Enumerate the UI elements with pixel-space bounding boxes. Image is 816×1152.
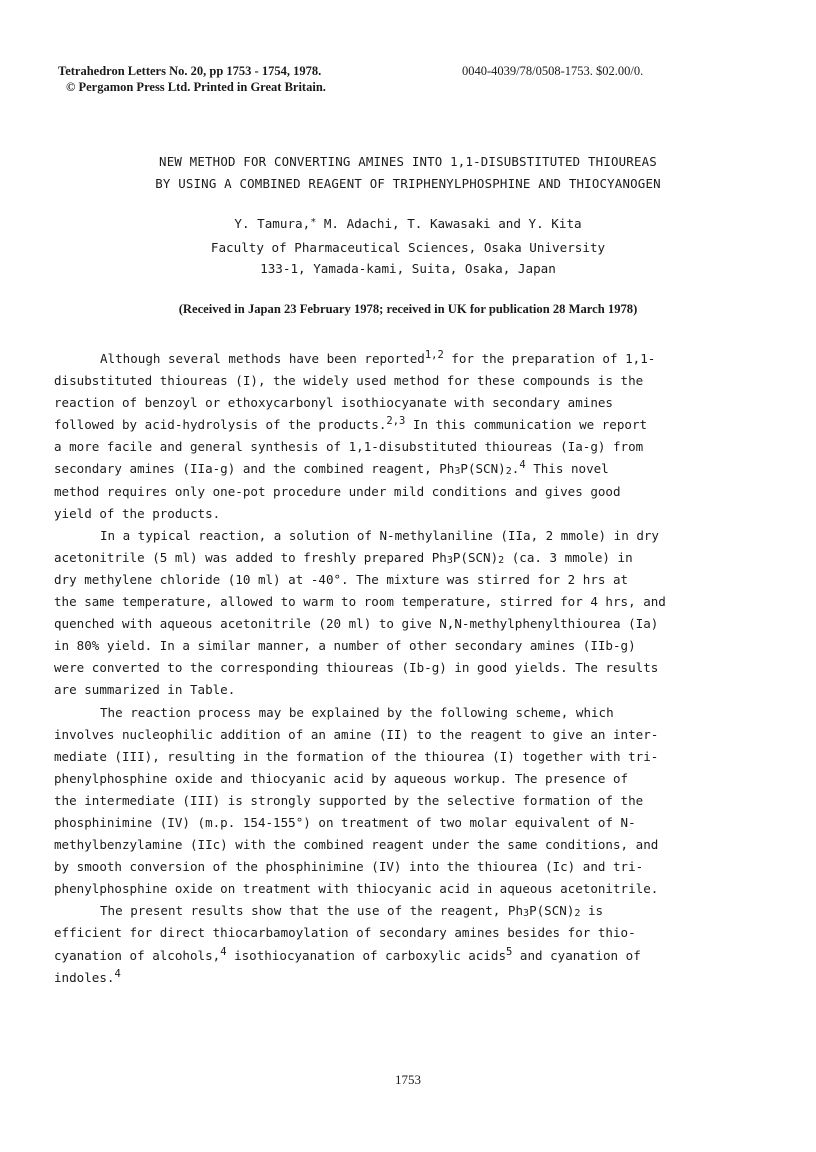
article-title [60,151,756,195]
text-line: cyanation of alcohols,$^4$ isothiocyanation of carboxylic acids$^5$ and cyanation of [54,945,641,963]
citation-superscript: 4 [114,967,121,980]
author-first: Y. Tamura, [234,216,311,231]
article-body [54,348,768,989]
text-line: a more facile and general synthesis of 1,1-disubstituted thioureas (Ia-g) from [54,439,644,455]
paragraph-1 [54,348,768,525]
author-names [60,213,756,237]
text-line: quenched with aqueous acetonitrile (20 ml) to give N,N-methylphenylthiourea (Ia) [54,616,659,632]
citation-superscript: 2,3 [386,415,406,428]
title-line-1: NEW METHOD FOR CONVERTING AMINES INTO 1,1-DISUBSTITUTED THIOUREAS [159,154,657,169]
text-line: reaction of benzoyl or ethoxycarbonyl isothiocyanate with secondary amines [54,395,613,411]
text-line: method requires only one-pot procedure under mild conditions and gives good [54,483,621,499]
text-line: are summarized in Table. [54,682,236,698]
citation-superscript: 4 [519,459,526,472]
text-line: phenylphosphine oxide on treatment with thiocyanic acid in aqueous acetonitrile. [54,881,659,897]
text-line: secondary amines (IIa-g) and the combined reagent, $Ph_3P(SCN)_2.^4$ This novel [54,459,609,478]
text-line: mediate (III), resulting in the formation of the thiourea (I) together with tri- [54,748,659,764]
text-line: yield of the products. [54,505,221,521]
corresponding-star: * [310,217,317,228]
text-line: efficient for direct thiocarbamoylation of secondary amines besides for thio- [54,925,636,941]
text-line: The present results show that the use of the reagent, $Ph_3P(SCN)_2$ is [100,903,604,920]
text-line: phosphinimine (IV) (m.p. 154-155°) on treatment of two molar equivalent of N- [54,814,636,830]
text-line: The reaction process may be explained by the following scheme, which [100,704,614,720]
page-number: 1753 [395,1072,421,1087]
text-line: In a typical reaction, a solution of N-methylaniline (IIa, 2 mmole) in dry [100,527,659,543]
citation-superscript: 4 [220,945,227,958]
text-line: the same temperature, allowed to warm to room temperature, stirred for 4 hrs, and [54,594,666,610]
affiliation: Faculty of Pharmaceutical Sciences, Osaka University [210,239,606,255]
text-line: indoles.$^4$ [54,967,121,985]
journal-code: 0040-4039/78/0508-1753. $02.00/0. [462,64,644,78]
text-line: dry methylene chloride (10 ml) at -40°. The mixture was stirred for 2 hrs at [54,571,629,587]
text-line: acetonitrile (5 ml) was added to freshly prepared $Ph_3P(SCN)_2$ (ca. 3 mmole) in [54,549,633,566]
text-line: disubstituted thioureas (I), the widely used method for these compounds is the [54,373,644,389]
journal-header [58,63,778,95]
text-line: involves nucleophilic addition of an amine (II) to the reagent to give an inter- [54,726,659,742]
text-line: the intermediate (III) is strongly supported by the selective formation of the [54,792,644,808]
address: 133-1, Yamada-kami, Suita, Osaka, Japan [260,261,556,276]
citation-superscript: 1,2 [424,349,444,361]
citation-superscript: 5 [506,945,513,958]
text-line: Although several methods have been reported$^{1,2}$ for the preparation of 1,1- [100,349,656,366]
title-line-2: BY USING A COMBINED REAGENT OF TRIPHENYLPHOSPHINE AND THIOCYANOGEN [155,176,661,191]
text-line: methylbenzylamine (IIc) with the combined reagent under the same conditions, and [54,837,659,853]
paragraph-2 [54,525,768,702]
paragraph-3 [54,702,768,901]
journal-citation: Tetrahedron Letters No. 20, pp 1753 - 1754, 1978. [58,64,322,78]
text-line: followed by acid-hydrolysis of the products.$^{2,3}$ In this communication we report [54,415,648,433]
author-block [60,213,756,280]
text-line: phenylphosphine oxide and thiocyanic acid by aqueous workup. The presence of [54,770,629,786]
paragraph-4 [54,900,768,988]
copyright-line: © Pergamon Press Ltd. Printed in Great Britain. [66,80,326,94]
header-line-1 [58,63,778,79]
received-dates: (Received in Japan 23 February 1978; received in UK for publication 28 March 1978) [178,302,638,316]
text-line: were converted to the corresponding thioureas (Ib-g) in good yields. The results [54,660,659,676]
author-rest: M. Adachi, T. Kawasaki and Y. Kita [316,216,582,231]
text-line: by smooth conversion of the phosphinimine (IV) into the thiourea (Ic) and tri- [54,859,644,875]
text-line: in 80% yield. In a similar manner, a number of other secondary amines (IIb-g) [54,638,636,654]
